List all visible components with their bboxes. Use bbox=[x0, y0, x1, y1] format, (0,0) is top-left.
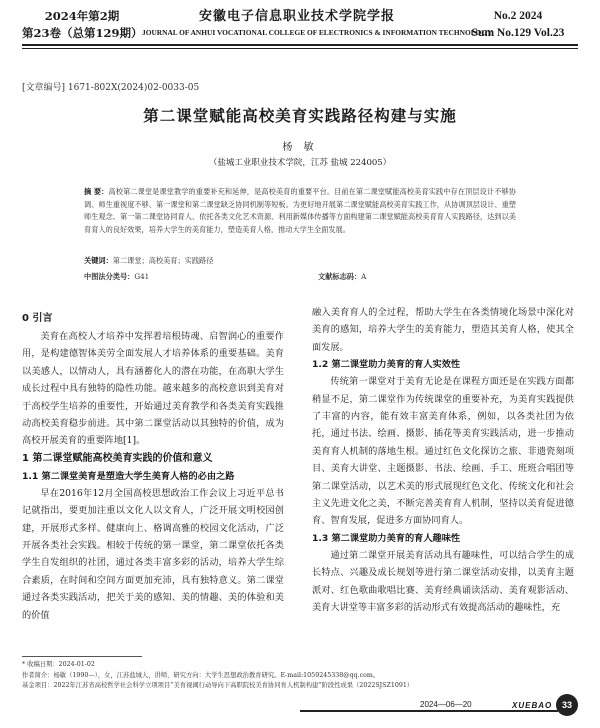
header-rule-thick bbox=[22, 44, 578, 46]
issue-info bbox=[22, 8, 142, 42]
author-affiliation: （盐城工业职业技术学院，江苏 盐城 224005） bbox=[208, 158, 392, 168]
author-name: 杨 敏 bbox=[282, 142, 318, 153]
body-column-right bbox=[312, 304, 574, 617]
subsection-heading-1-1: 1.1 第二课堂美育是塑造大学生美育人格的必由之路 bbox=[22, 470, 235, 482]
footnote-author-bio: 作者简介：杨敏（1990—），女，江苏盐城人，讲师，研究方向：大学生思想政治教育研究。E-mail:1059245338@qq.com。 bbox=[22, 671, 380, 679]
clc-value: G41 bbox=[134, 272, 150, 281]
journal-name-en: JOURNAL OF ANHUI VOCATIONAL COLLEGE OF ELECTRONICS & INFORMATION TECHNOLOGY bbox=[142, 28, 493, 37]
paragraph: 美育在高校人才培养中发挥着培根铸魂、启智润心的重要作用，是构建德智体美劳全面发展人才培养体系的重要基础。美育以美感人，以情动人，具有涵蓄化人的潜在功能，在高职大学生成长过程中具有独特的隐性功能。越来越多的高校意识到美育对于高校学生培养的重要性，开始通过美育教学和各类美育实践推动高校美育稳步前进。其中第二课堂活动以其独特的价值，成为高校开展美育的重要阵地[1]。 bbox=[22, 331, 284, 447]
paper-title: 第二课堂赋能高校美育实践路径构建与实施 bbox=[143, 107, 457, 125]
footnote-funding: 基金项目：2022年江苏省高校哲学社会科学立项项目“美育视阈行动导向下高职院校美育协同育人机制构建”阶段性成果（2022SJSZ1091） bbox=[22, 682, 414, 690]
doc-code-label: 文献标志码： bbox=[318, 272, 362, 281]
abstract bbox=[84, 186, 516, 236]
paragraph: 融入美育育人的全过程，帮助大学生在各类情境化场景中深化对美育的感知，培养大学生的美育能力，塑造其美育人格，使其全面发展。 bbox=[312, 307, 574, 353]
issue-year: 2024年第2期 bbox=[44, 9, 120, 23]
article-number: [文章编号] 1671-802X(2024)02-0033-05 bbox=[22, 83, 200, 93]
journal-name-cn: 安徽电子信息职业技术学院学报 bbox=[198, 9, 395, 24]
abstract-text: 高校第二课堂是课堂教学的重要补充和延伸，是高校美育的重要平台。目前在第二课堂赋能高校美育实践中存在顶层设计不够协调、师生重视度不够、第一课堂和第二课堂缺乏协同机制等短板。为更好地开展第二课堂赋能高校美育实践工作，从协调顶层设计、重塑师生观念、第一第二课堂协同育人、依托各类文化艺术资源、利用新媒体传播等方面构建第二课堂赋能高校美育育人实践路径，达到以美育育人的良好效果，培养大学生的美育能力，塑造美育人格，推动大学生全面发展。 bbox=[84, 187, 516, 234]
clc-label: 中图法分类号： bbox=[84, 272, 135, 281]
journal-header bbox=[22, 6, 578, 46]
paragraph: 早在2016年12月全国高校思想政治工作会议上习近平总书记就指出，要更加注重以文化人以文育人，广泛开展文明校园创建，开展形式多样、健康向上、格调高雅的校园文化活动，广泛开展各类社会实践。相较于传统的第一课堂，第二课堂依托各类学生自发组织的社团，通过各类丰富多彩的活动，培养大学生综合素质，在时间和空间方面更加充沛，具有独特意义。第二课堂通过各类实践活动，把关于美的感知、美的情趣、美的体验和美的价值 bbox=[22, 487, 284, 621]
paragraph: 传统第一课堂对于美育无论是在课程方面还是在实践方面都稍显不足，第二课堂作为传统课堂的重要补充，为美育实践提供了丰富的内容，能有效丰富美育体系，例如，以各类社团为依托，通过书法、绘画、摄影、插花等美育实践活动，进一步推动美育育人机制的落地生根。通过红色文化探访之旅、非遗瓷刻项目、美育大讲堂、主题摄影、书法、绘画、手工、班班合唱团等第二课堂活动，以艺术美的形式展现红色文化、传统文化和社会主义先进文化之美，不断完善美育育人机制，坚持以美育促进德育、智育发展，促进多方面协同育人。 bbox=[312, 376, 574, 527]
clc-number bbox=[84, 272, 149, 282]
issue-info-en bbox=[458, 8, 578, 42]
body-column-left bbox=[22, 310, 284, 624]
footer-rule bbox=[300, 710, 558, 712]
issue-volume-en: Sum No.129 Vol.23 bbox=[471, 27, 565, 39]
footer-brand: XUEBAO bbox=[512, 701, 553, 710]
keywords-label: 关键词： bbox=[84, 256, 113, 265]
paragraph: 通过第二课堂开展美育活动具有趣味性，可以结合学生的成长特点、兴趣及成长规划等进行第二课堂活动安排，以美育主题派对、红色歌曲歌唱比赛、美育经典诵读活动、美育观影活动、美育大讲堂等丰富多彩的活动形式有效提高活动的趣味性，充 bbox=[312, 549, 574, 614]
footnote-received: * 收稿日期：2024-01-02 bbox=[22, 661, 95, 668]
document-code bbox=[318, 272, 366, 282]
section-heading-1: 1 第二课堂赋能高校美育实践的价值和意义 bbox=[22, 452, 213, 464]
page-number: 33 bbox=[556, 694, 578, 716]
keywords bbox=[84, 256, 516, 266]
issue-volume: 第23卷（总第129期） bbox=[22, 26, 143, 40]
footnote bbox=[22, 660, 578, 692]
keywords-text: 第二课堂；高校美育；实践路径 bbox=[112, 256, 214, 265]
subsection-heading-1-2: 1.2 第二课堂助力美育的育人实效性 bbox=[312, 359, 461, 371]
doc-code-value: A bbox=[361, 272, 367, 281]
issue-no-en: No.2 2024 bbox=[493, 10, 543, 22]
abstract-label: 摘 要： bbox=[84, 187, 109, 196]
journal-name bbox=[142, 8, 493, 40]
footer-date: 2024—06—20 bbox=[420, 700, 472, 709]
header-rule-thin bbox=[22, 48, 578, 49]
subsection-heading-1-3: 1.3 第二课堂助力美育的育人趣味性 bbox=[312, 532, 461, 544]
section-heading-introduction: 0 引言 bbox=[22, 313, 53, 324]
footnote-rule bbox=[22, 656, 142, 657]
